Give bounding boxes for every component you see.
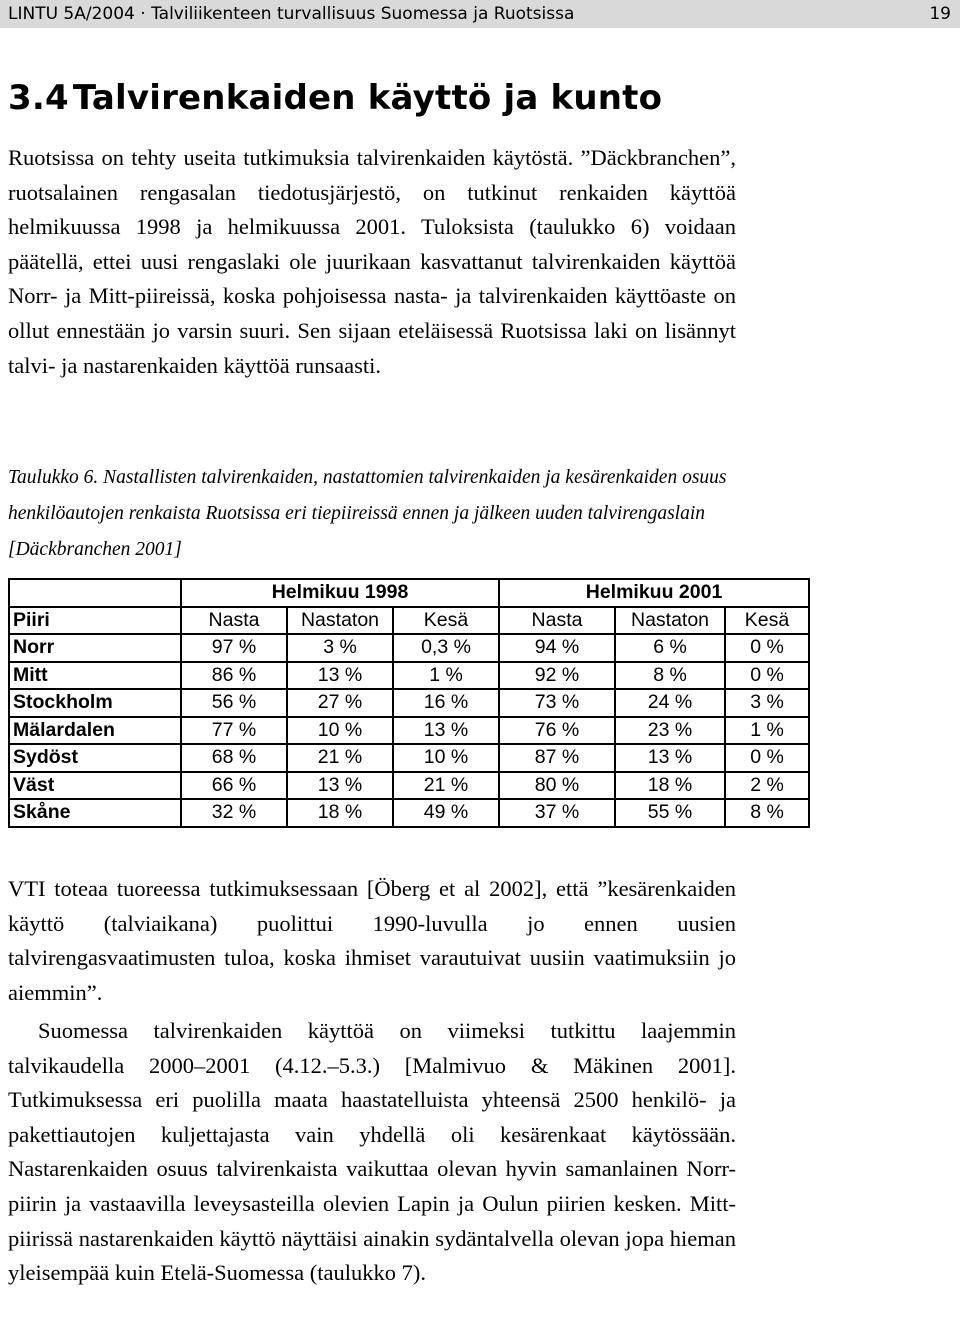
table-cell: 3 %: [287, 634, 393, 662]
table-cell: 13 %: [615, 744, 725, 772]
table-cell: 68 %: [181, 744, 287, 772]
section-title: Talvirenkaiden käyttö ja kunto: [72, 78, 663, 118]
table-cell: 77 %: [181, 717, 287, 745]
section-number: 3.4: [8, 78, 69, 118]
row-region: Sydöst: [9, 744, 181, 772]
table-cell: 92 %: [499, 662, 615, 690]
table-cell: 21 %: [287, 744, 393, 772]
table-cell: 6 %: [615, 634, 725, 662]
table-cell: 8 %: [615, 662, 725, 690]
table-cell: 18 %: [615, 772, 725, 800]
column-header: Nasta: [181, 607, 287, 635]
group-header-1998: Helmikuu 1998: [181, 579, 499, 607]
table-row: [9, 799, 809, 827]
table-cell: 56 %: [181, 689, 287, 717]
table-cell: 23 %: [615, 717, 725, 745]
row-region: Norr: [9, 634, 181, 662]
column-header: Nastaton: [615, 607, 725, 635]
column-header: Kesä: [393, 607, 499, 635]
table-cell: 0 %: [725, 744, 809, 772]
table-cell: 0 %: [725, 634, 809, 662]
table-cell: 3 %: [725, 689, 809, 717]
table-cell: 21 %: [393, 772, 499, 800]
row-region: Väst: [9, 772, 181, 800]
winter-tyre-table: [8, 578, 810, 828]
row-region: Stockholm: [9, 689, 181, 717]
page-number: 19: [929, 4, 951, 24]
table-cell: 10 %: [393, 744, 499, 772]
table-cell: 8 %: [725, 799, 809, 827]
table-cell: 18 %: [287, 799, 393, 827]
row-region: Skåne: [9, 799, 181, 827]
table-row: [9, 744, 809, 772]
paragraph-vti: VTI toteaa tuoreessa tutkimuksessaan [Öberg et al 2002], että ”kesärenkaiden käyttö (talviaikana) puolittui 1990-luvulla jo ennen uusien talvirengasvaatimusten tuloa, koska ihmiset varautuivat uusiin vaatimuksiin jo aiemmin”.: [8, 876, 736, 1005]
table-row: [9, 772, 809, 800]
running-header: [0, 0, 960, 28]
row-region: Mitt: [9, 662, 181, 690]
table-cell: 0 %: [725, 662, 809, 690]
table-cell: 87 %: [499, 744, 615, 772]
table-cell: 10 %: [287, 717, 393, 745]
table-row: [9, 717, 809, 745]
table-cell: 27 %: [287, 689, 393, 717]
column-header: Nasta: [499, 607, 615, 635]
table-column-header-row: [9, 607, 809, 635]
table-caption: Taulukko 6. Nastallisten talvirenkaiden, nastattomien talvirenkaiden ja kesärenkaiden osuus henkilöautojen renkaista Ruotsissa eri tiepiireissä ennen ja jälkeen uuden talvirengaslain [Däckbranchen 2001]: [8, 467, 727, 560]
table-cell: 16 %: [393, 689, 499, 717]
table-corner-cell: [9, 579, 181, 607]
table-cell: 13 %: [287, 772, 393, 800]
table-cell: 97 %: [181, 634, 287, 662]
table-cell: 73 %: [499, 689, 615, 717]
table-cell: 76 %: [499, 717, 615, 745]
table-cell: 0,3 %: [393, 634, 499, 662]
table-cell: 80 %: [499, 772, 615, 800]
table-cell: 2 %: [725, 772, 809, 800]
table-row: [9, 662, 809, 690]
column-header-region: Piiri: [9, 607, 181, 635]
table-cell: 66 %: [181, 772, 287, 800]
table-cell: 37 %: [499, 799, 615, 827]
table-row: [9, 689, 809, 717]
table-cell: 24 %: [615, 689, 725, 717]
table-cell: 13 %: [287, 662, 393, 690]
paragraph-finland: Suomessa talvirenkaiden käyttöä on viimeksi tutkittu laajemmin talvikaudella 2000–2001 (4.12.–5.3.) [Malmivuo & Mäkinen 2001]. Tutkimuksessa eri puolilla maata haastatelluista yhteensä 2500 henkilö- ja pakettiautojen kuljettajasta vain yhdellä oli kesärenkaat käytössään. Nastarenkaiden osuus talvirenkaista vaikuttaa olevan hyvin samanlainen Norr-piirin ja vastaavilla leveysasteilla olevien Lapin ja Oulun piirien kesken. Mitt-piirissä nastarenkaiden käyttö näyttäisi ainakin sydäntalvella olevan jopa hieman yleisempää kuin Etelä-Suomessa (taulukko 7).: [8, 1018, 736, 1286]
table-cell: 55 %: [615, 799, 725, 827]
table-row: [9, 634, 809, 662]
table-cell: 1 %: [393, 662, 499, 690]
row-region: Mälardalen: [9, 717, 181, 745]
column-header: Nastaton: [287, 607, 393, 635]
table-cell: 32 %: [181, 799, 287, 827]
section-heading: [8, 76, 662, 120]
running-header-title: LINTU 5A/2004 · Talviliikenteen turvallisuus Suomessa ja Ruotsissa: [8, 4, 575, 24]
table-cell: 86 %: [181, 662, 287, 690]
table-cell: 13 %: [393, 717, 499, 745]
table-cell: 49 %: [393, 799, 499, 827]
group-header-2001: Helmikuu 2001: [499, 579, 809, 607]
column-header: Kesä: [725, 607, 809, 635]
table-cell: 94 %: [499, 634, 615, 662]
paragraph-intro: Ruotsissa on tehty useita tutkimuksia talvirenkaiden käytöstä. ”Däckbranchen”, ruotsalainen rengasalan tiedotusjärjestö, on tutkinut renkaiden käyttöä helmikuussa 1998 ja helmikuussa 2001. Tuloksista (taulukko 6) voidaan päätellä, ettei uusi rengaslaki ole juurikaan kasvattanut talvirenkaiden käyttöä Norr- ja Mitt-piireissä, koska pohjoisessa nasta- ja talvirenkaiden käyttöaste on ollut ennestään jo varsin suuri. Sen sijaan eteläisessä Ruotsissa laki on lisännyt talvi- ja nastarenkaiden käyttöä runsaasti.: [8, 145, 736, 378]
table-cell: 1 %: [725, 717, 809, 745]
table-group-header-row: [9, 579, 809, 607]
